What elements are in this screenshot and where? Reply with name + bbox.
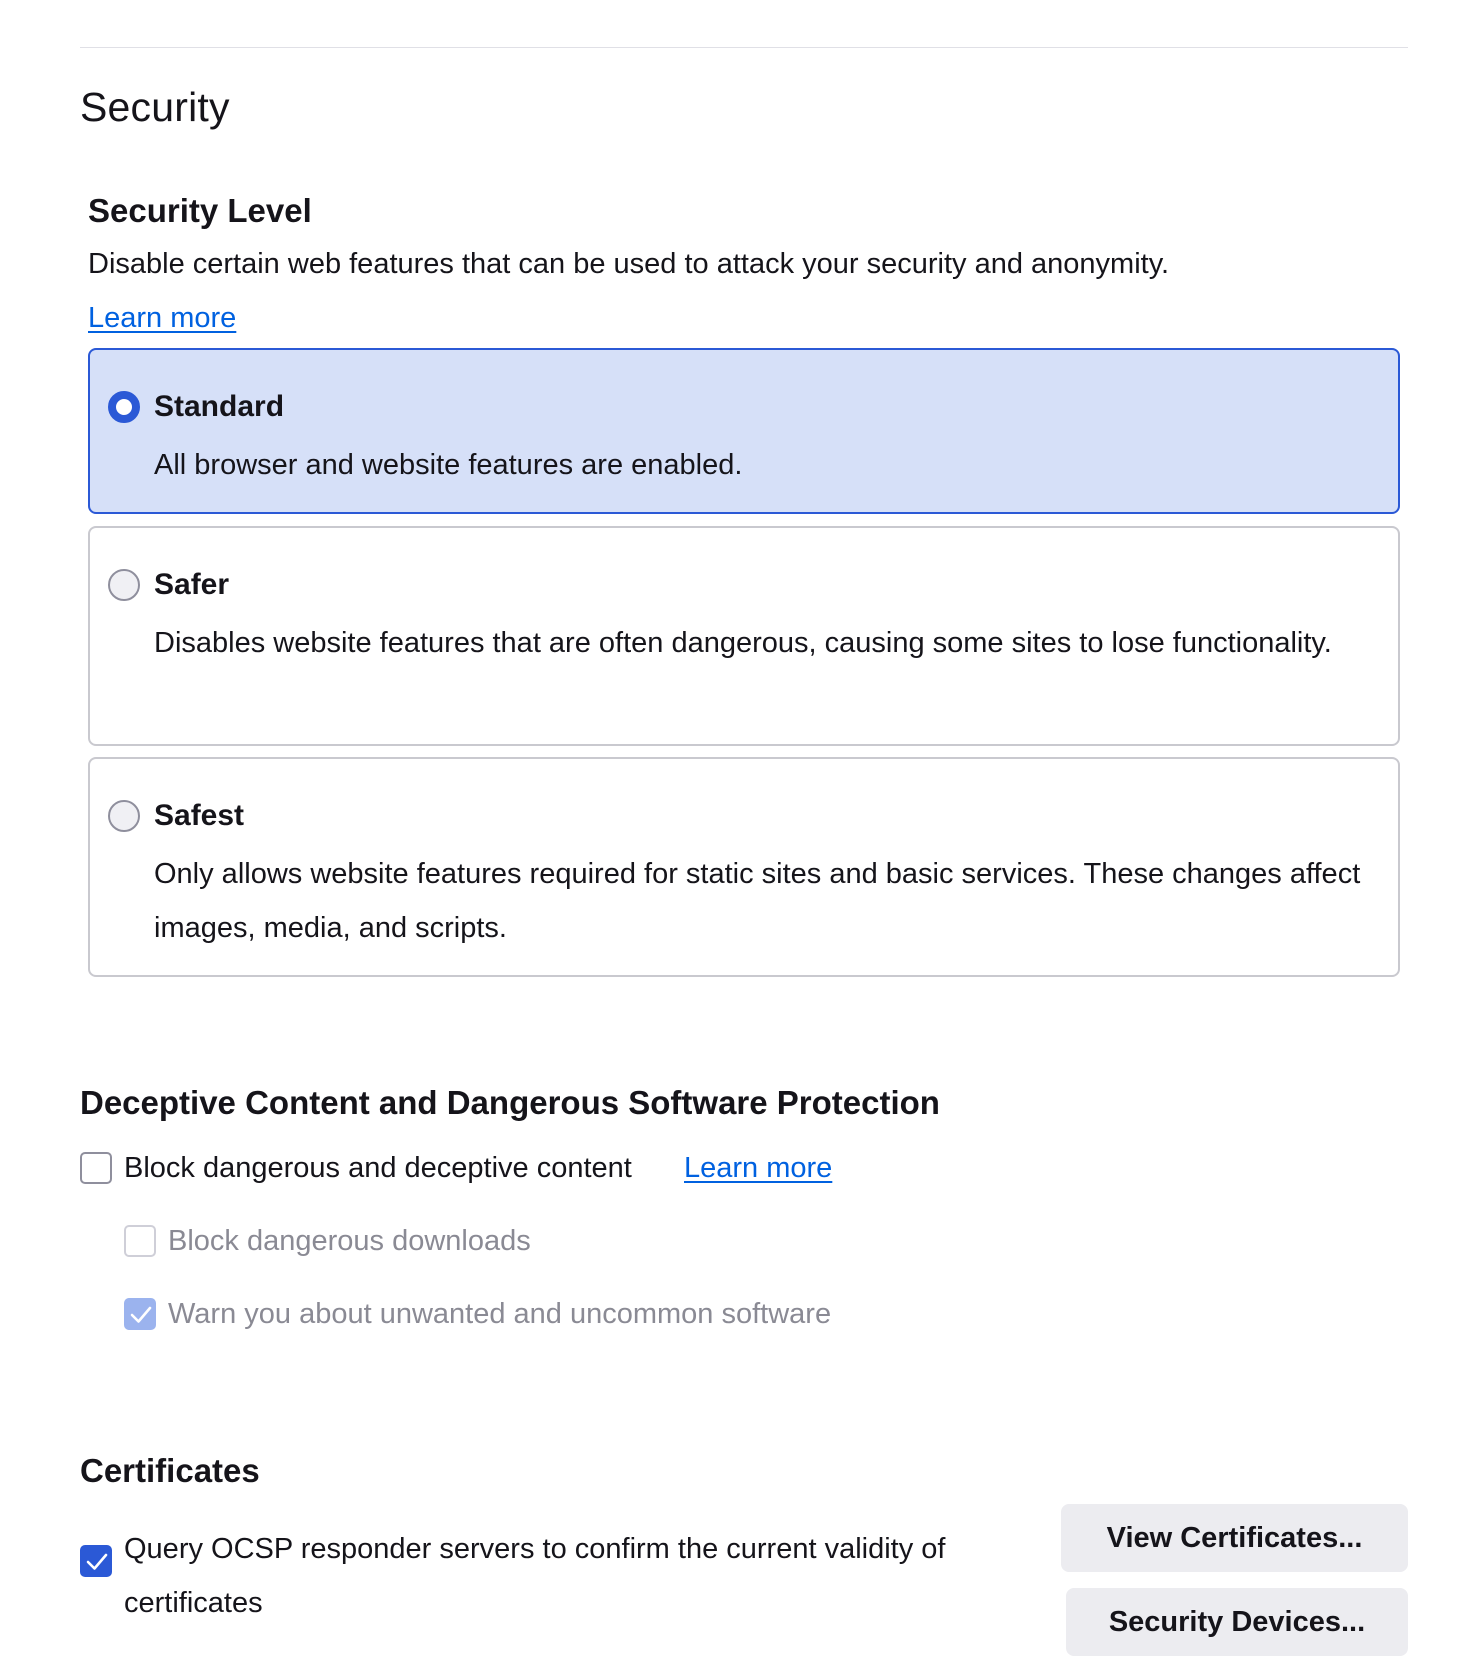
- deceptive-learn-more-link[interactable]: Learn more: [684, 1152, 833, 1184]
- block-deceptive-content-label[interactable]: Block dangerous and deceptive content: [124, 1152, 632, 1184]
- safer-radio-button[interactable]: [108, 569, 140, 601]
- checkmark-icon: [129, 1304, 153, 1326]
- safest-option-description: Only allows website features required for static sites and basic services. These changes affect images, media, and scripts.: [154, 858, 1361, 944]
- standard-radio-button[interactable]: [108, 391, 140, 423]
- security-level-description: Disable certain web features that can be used to attack your security and anonymity.: [88, 248, 1170, 280]
- security-level-standard-option[interactable]: [88, 348, 1400, 514]
- standard-option-title: Standard: [154, 390, 285, 423]
- warn-unwanted-software-checkbox[interactable]: [124, 1298, 156, 1330]
- safer-option-title: Safer: [154, 568, 230, 601]
- security-level-safest-option[interactable]: [88, 757, 1400, 977]
- block-deceptive-content-checkbox[interactable]: [80, 1152, 112, 1184]
- warn-unwanted-software-label: Warn you about unwanted and uncommon software: [168, 1298, 832, 1330]
- query-ocsp-label[interactable]: Query OCSP responder servers to confirm the current validity of certificates: [124, 1533, 946, 1619]
- safest-radio-button[interactable]: [108, 800, 140, 832]
- block-dangerous-downloads-checkbox[interactable]: [124, 1225, 156, 1257]
- security-level-safer-option[interactable]: [88, 526, 1400, 746]
- block-dangerous-downloads-label: Block dangerous downloads: [168, 1225, 531, 1257]
- security-devices-button[interactable]: Security Devices...: [1066, 1588, 1408, 1656]
- deceptive-content-heading: Deceptive Content and Dangerous Software Protection: [80, 1084, 940, 1121]
- safest-option-title: Safest: [154, 799, 245, 832]
- query-ocsp-checkbox[interactable]: [80, 1545, 112, 1577]
- view-certificates-button[interactable]: View Certificates...: [1061, 1504, 1408, 1572]
- standard-option-description: All browser and website features are enabled.: [154, 449, 743, 481]
- checkmark-icon: [85, 1551, 109, 1573]
- safer-option-description: Disables website features that are often dangerous, causing some sites to lose functionality.: [154, 627, 1332, 659]
- certificates-heading: Certificates: [80, 1452, 260, 1489]
- security-level-heading: Security Level: [88, 192, 312, 229]
- page-title: Security: [80, 84, 230, 130]
- section-divider: [80, 47, 1408, 48]
- security-level-learn-more-link[interactable]: Learn more: [88, 302, 237, 334]
